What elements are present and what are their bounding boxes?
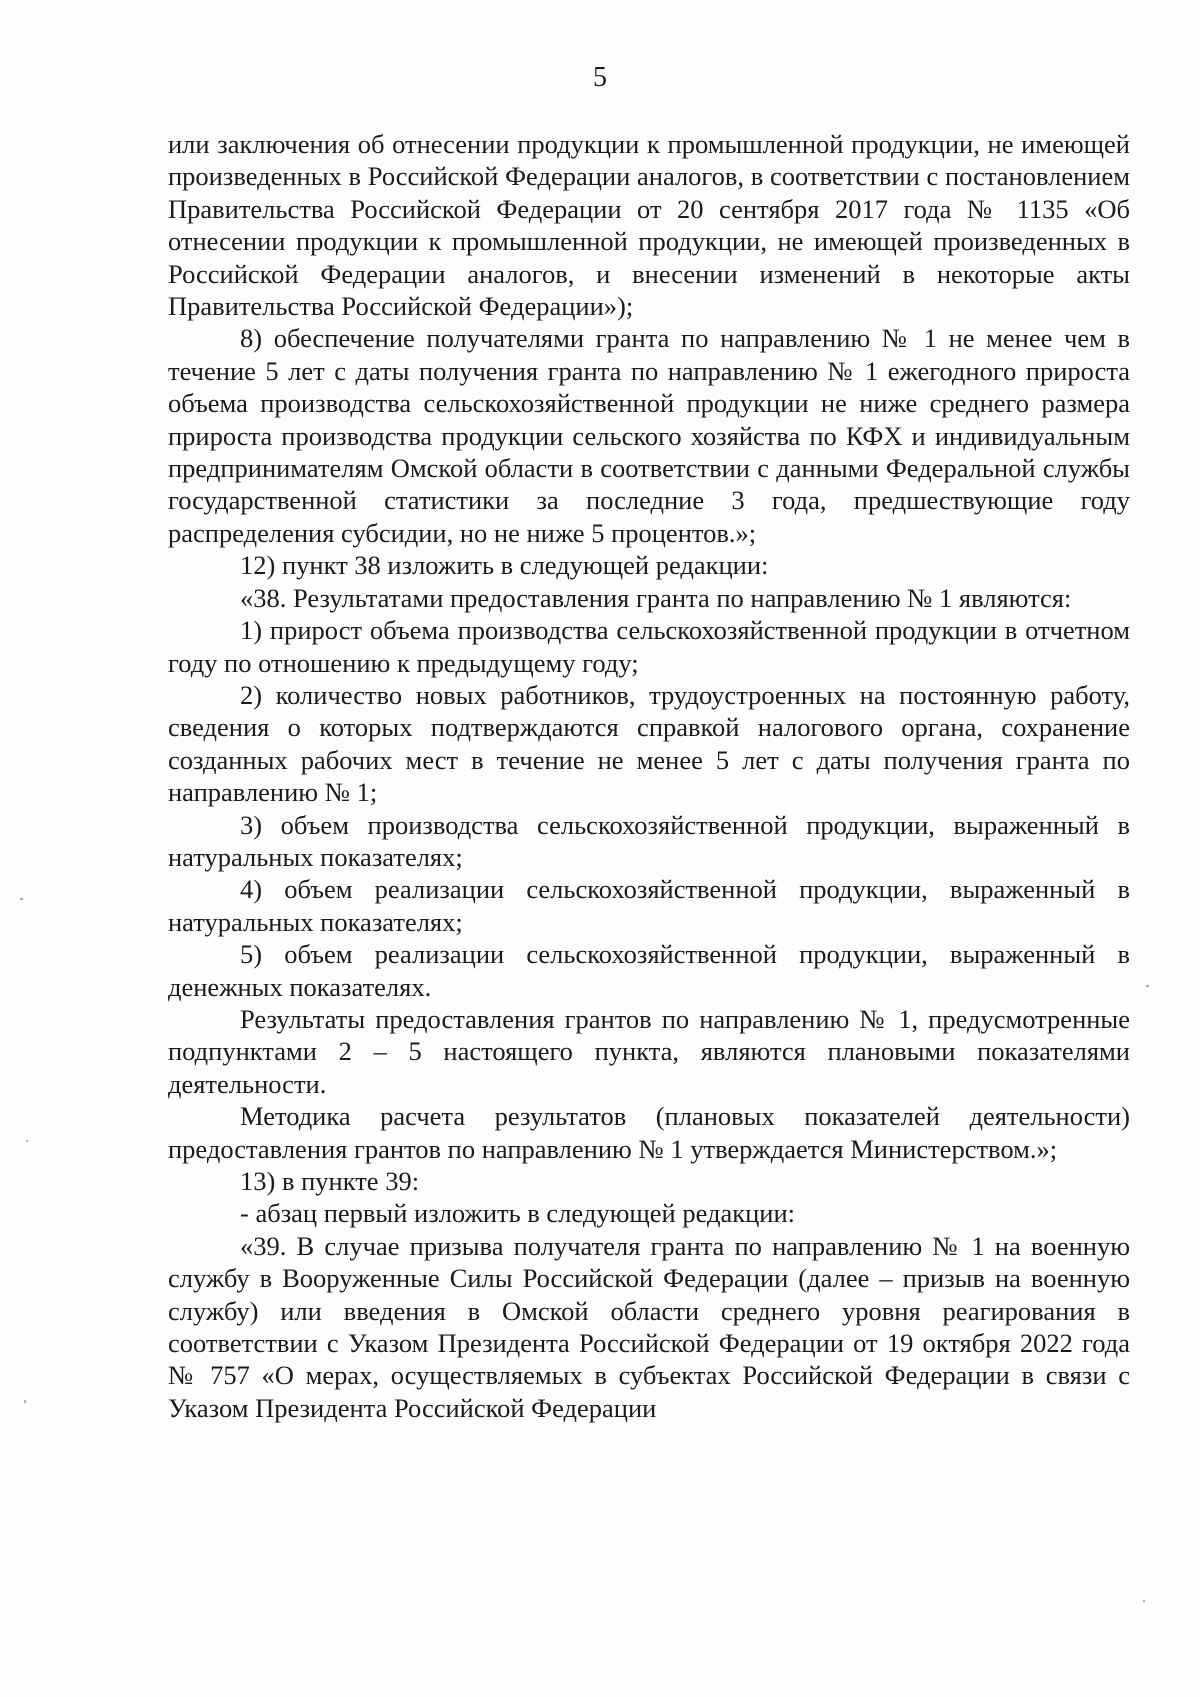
paragraph-clause-39: «39. В случае призыва получателя гранта по направлению № 1 на военную службу в Вооруженные Силы Российской Федерации (далее – призыв на военную службу) или введения в Омской области среднего уровня реагирования в соответствии с Указом Президента Российской Федерации от 19 октября 2022 года № 757 «О мерах, осуществляемых в субъектах Российской Федерации в связи с Указом Президента Российской Федерации bbox=[168, 1230, 1130, 1423]
paragraph-item-13: 13) в пункте 39: bbox=[240, 1166, 420, 1196]
paragraph-result-2: 2) количество новых работников, трудоустроенных на постоянную работу, сведения о которых подтверждаются справкой налогового органа, сохранение созданных рабочих мест в течение не менее 5 лет с даты получения гранта по направлению № 1; bbox=[168, 679, 1130, 808]
page-number: 5 bbox=[593, 62, 607, 93]
paragraph-result-4: 4) объем реализации сельскохозяйственной продукции, выраженный в натуральных показателях; bbox=[168, 874, 1130, 937]
paragraph-continuation: или заключения об отнесении продукции к промышленной продукции, не имеющей произведенных в Российской Федерации аналогов, в соответствии с постановлением Правительства Российской Федерации от 20 сентября 2017 года № 1135 «Об отнесении продукции к промышленной продукции, не имеющей произведенных в Российской Федерации аналогов, и внесении изменений в некоторые акты Правительства Российской Федерации»); bbox=[168, 129, 1130, 322]
paragraph-result-3: 3) объем производства сельскохозяйственной продукции, выраженный в натуральных показателях; bbox=[168, 809, 1130, 872]
scan-speck bbox=[26, 1140, 28, 1142]
scan-speck bbox=[20, 898, 23, 900]
paragraph-item-8: 8) обеспечение получателями гранта по направлению № 1 не менее чем в течение 5 лет с даты получения гранта по направлению № 1 ежегодного прироста объема производства сельскохозяйственной продукции не ниже среднего размера прироста производства продукции сельского хозяйства по КФХ и индивидуальным предпринимателям Омской области в соответствии с данными Федеральной службы государственной статистики за последние 3 года, предшествующие году распределения субсидии, но не ниже 5 процентов.»; bbox=[168, 323, 1130, 548]
paragraph-first-abzac: - абзац первый изложить в следующей редакции: bbox=[240, 1198, 796, 1229]
scan-speck bbox=[1146, 985, 1149, 987]
paragraph-clause-38: «38. Результатами предоставления гранта по направлению № 1 являются: bbox=[240, 582, 1072, 613]
scan-speck bbox=[24, 1400, 26, 1403]
paragraph-item-12: 12) пункт 38 изложить в следующей редакции: bbox=[240, 550, 769, 581]
paragraph-result-5: 5) объем реализации сельскохозяйственной продукции, выраженный в денежных показателях. bbox=[168, 939, 1130, 1002]
document-body bbox=[168, 128, 1130, 1424]
paragraph-methodology: Методика расчета результатов (плановых показателей деятельности) предоставления грантов по направлению № 1 утверждается Министерством.»; bbox=[168, 1101, 1130, 1164]
scan-speck bbox=[1143, 1600, 1145, 1602]
paragraph-planned-indicators: Результаты предоставления грантов по направлению № 1, предусмотренные подпунктами 2 – 5 настоящего пункта, являются плановыми показателями деятельности. bbox=[168, 1003, 1130, 1099]
paragraph-result-1: 1) прирост объема производства сельскохозяйственной продукции в отчетном году по отношению к предыдущему году; bbox=[168, 615, 1130, 678]
